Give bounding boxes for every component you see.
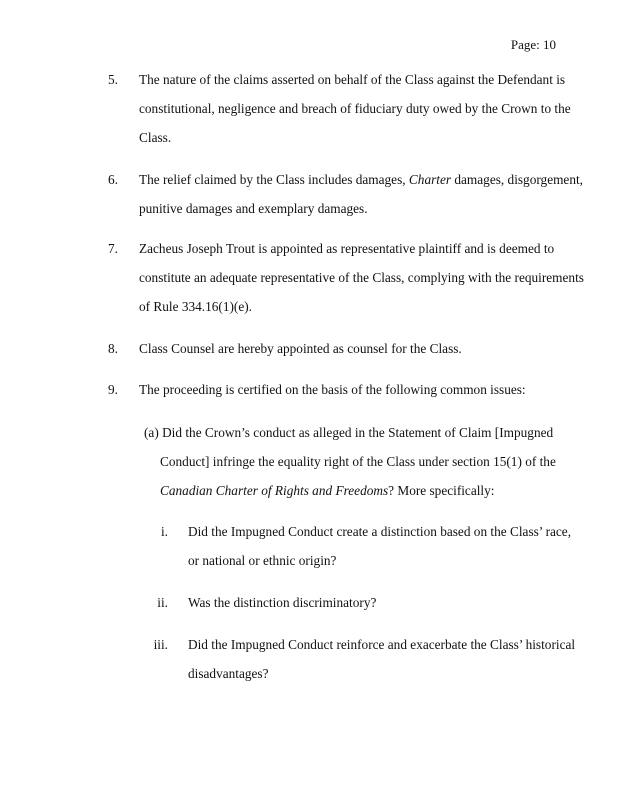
- paragraph-text: damages, disgorgement,: [451, 172, 584, 187]
- paragraph-line: of Rule 334.16(1)(e).: [139, 299, 252, 314]
- paragraph-text: The relief claimed by the Class includes damages,: [139, 172, 409, 187]
- issue-text: ? More specifically:: [388, 483, 495, 498]
- paragraph-line: Zacheus Joseph Trout is appointed as representative plaintiff and is deemed to: [139, 241, 555, 256]
- paragraph-line: constitutional, negligence and breach of fiduciary duty owed by the Crown to the: [139, 101, 571, 116]
- sub-issue-line: Was the distinction discriminatory?: [188, 595, 377, 610]
- sub-issue-line: Did the Impugned Conduct reinforce and exacerbate the Class’ historical: [188, 637, 576, 652]
- sub-issue-number: iii.: [153, 637, 168, 652]
- paragraph-line: punitive damages and exemplary damages.: [139, 201, 368, 216]
- paragraph-number: 6.: [108, 172, 118, 187]
- paragraph-line: The proceeding is certified on the basis of the following common issues:: [139, 382, 526, 397]
- paragraph-number: 5.: [108, 72, 118, 87]
- sub-issue-line: Did the Impugned Conduct create a distinction based on the Class’ race,: [188, 524, 572, 539]
- sub-issue-line: disadvantages?: [188, 666, 269, 681]
- sub-issue-number: ii.: [157, 595, 168, 610]
- paragraph-line: [139, 171, 584, 189]
- issue-line: Conduct] infringe the equality right of the Class under section 15(1) of the: [160, 454, 556, 469]
- charter-title: Canadian Charter of Rights and Freedoms: [160, 483, 389, 498]
- paragraph-number: 7.: [108, 241, 118, 256]
- issue-line: [160, 482, 494, 500]
- page-number: Page: 10: [510, 37, 556, 52]
- paragraph-line: constitute an adequate representative of the Class, complying with the requirements: [139, 270, 584, 285]
- paragraph-line: Class.: [139, 130, 172, 145]
- paragraph-line: Class Counsel are hereby appointed as counsel for the Class.: [139, 341, 462, 356]
- charter-term: Charter: [408, 172, 452, 187]
- sub-issue-line: or national or ethnic origin?: [188, 553, 337, 568]
- paragraph-number: 9.: [108, 382, 118, 397]
- sub-issue-number: i.: [160, 524, 168, 539]
- paragraph-number: 8.: [108, 341, 118, 356]
- paragraph-line: The nature of the claims asserted on behalf of the Class against the Defendant is: [139, 72, 566, 87]
- issue-line: (a) Did the Crown’s conduct as alleged in the Statement of Claim [Impugned: [144, 425, 554, 440]
